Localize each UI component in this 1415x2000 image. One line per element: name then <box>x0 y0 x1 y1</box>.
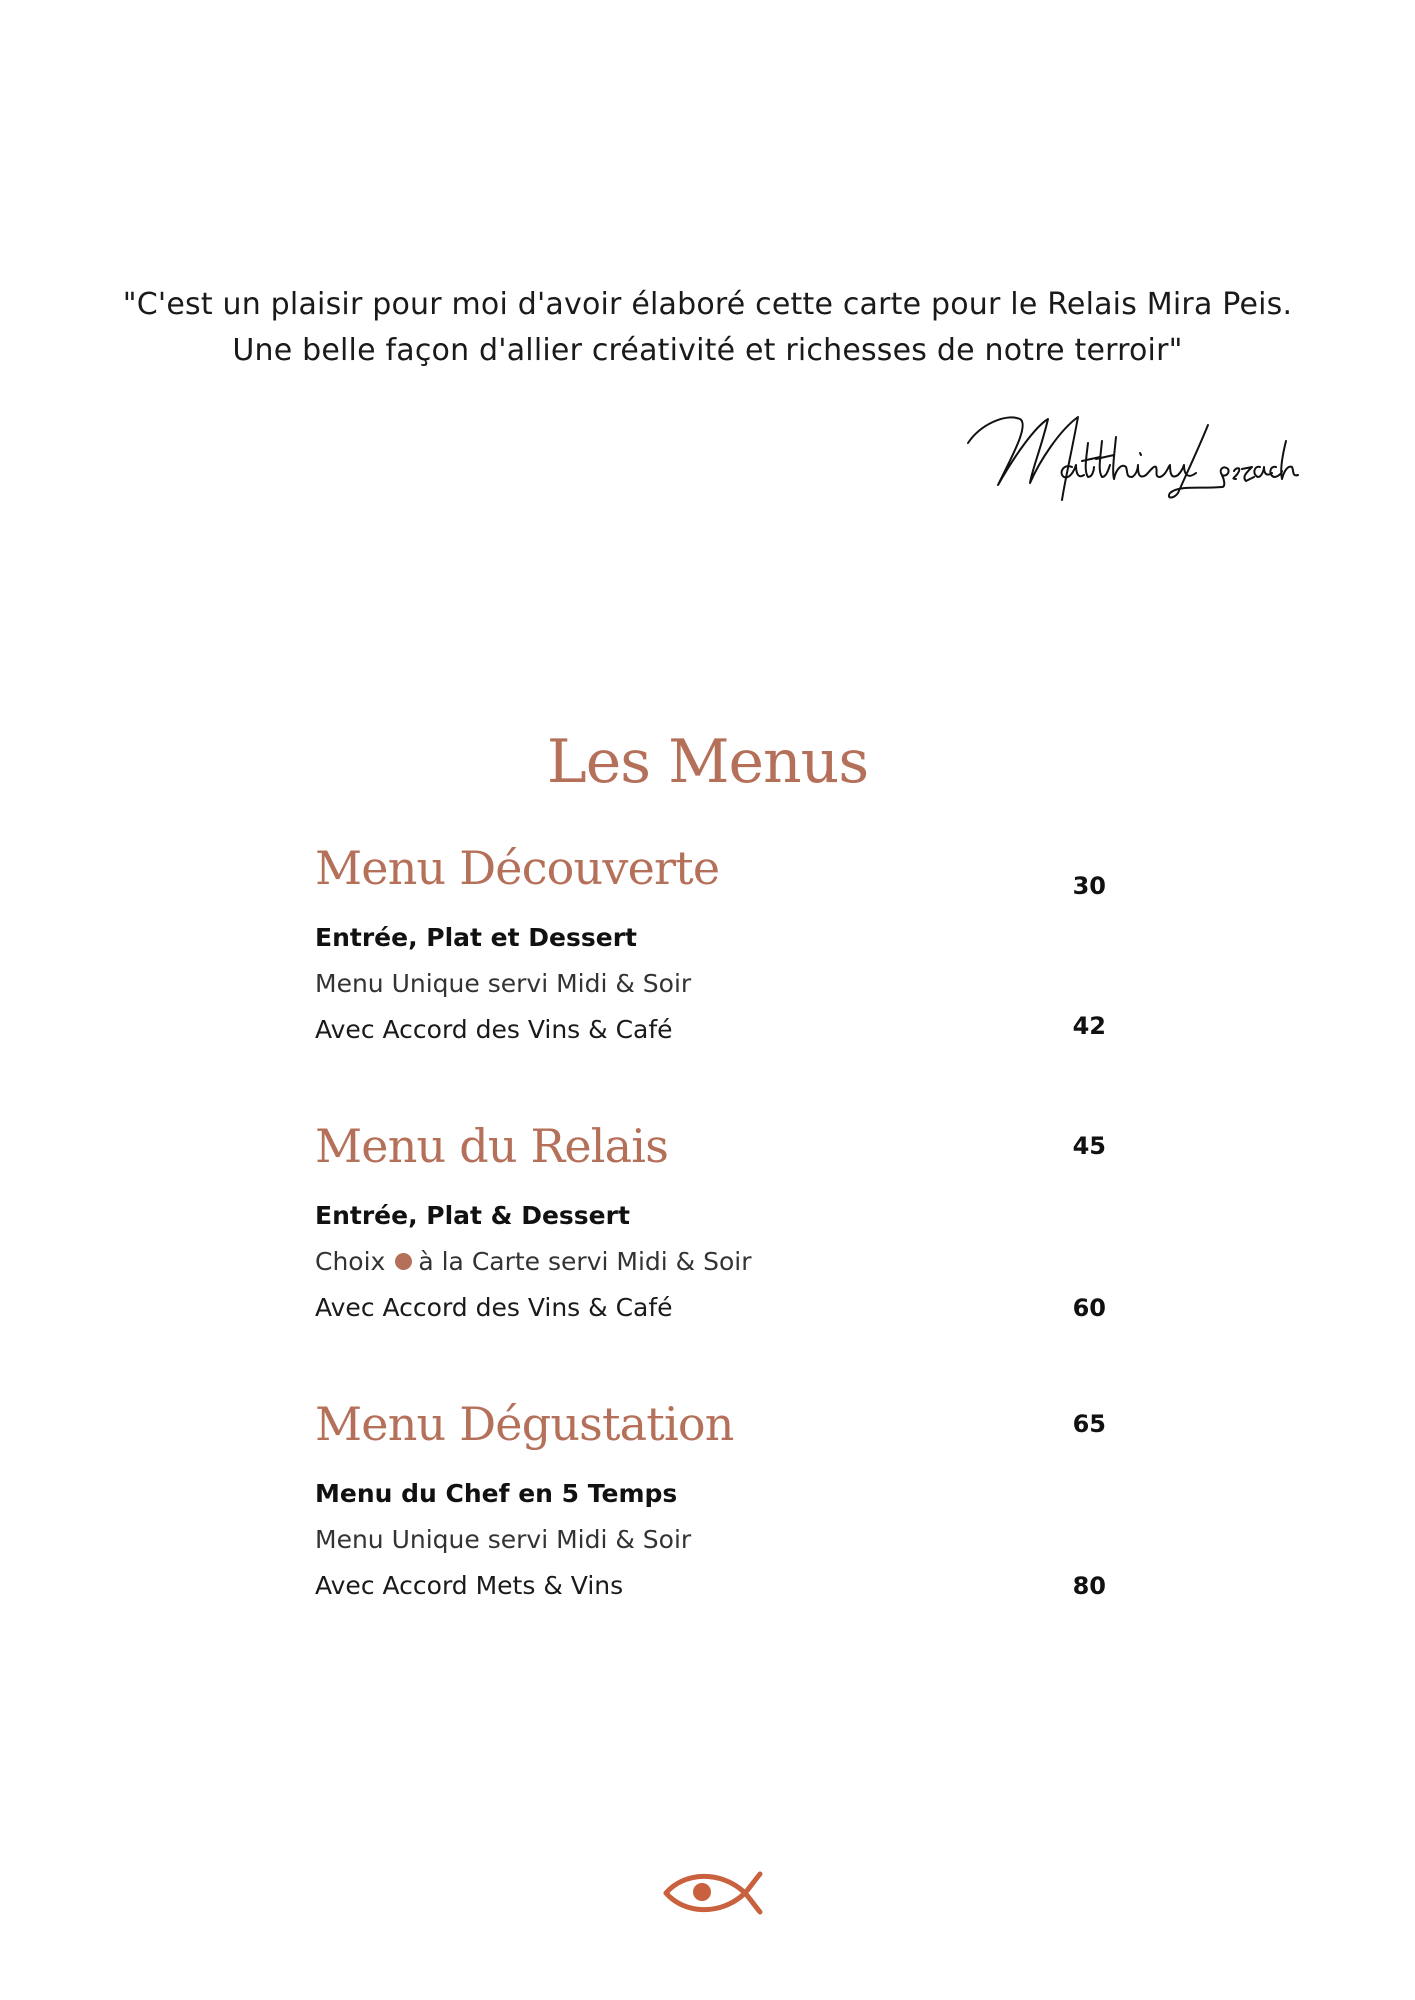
menu-accord-price: 80 <box>1072 1572 1106 1600</box>
menu-title: Menu Dégustation <box>315 1397 734 1451</box>
quote-line-1: "C'est un plaisir pour moi d'avoir élaboré cette carte pour le Relais Mira Peis. <box>122 287 1293 322</box>
fish-eye-icon <box>660 1866 766 1920</box>
menu-service-prefix: Choix <box>315 1247 386 1276</box>
menu-accord: Avec Accord Mets & Vins <box>315 1571 624 1600</box>
menu-title: Menu Découverte <box>315 841 720 895</box>
menu-accord-price: 60 <box>1072 1294 1106 1322</box>
menu-price: 30 <box>1072 872 1106 900</box>
menu-section-degustation <box>315 1394 1115 1644</box>
chef-signature <box>960 405 1300 505</box>
dot-icon <box>395 1253 412 1270</box>
menu-accord: Avec Accord des Vins & Café <box>315 1293 673 1322</box>
menu-service-suffix: à la Carte servi Midi & Soir <box>418 1247 752 1276</box>
menu-accord-price: 42 <box>1072 1012 1106 1040</box>
menu-price: 45 <box>1072 1132 1106 1160</box>
menu-section-decouverte <box>315 838 1115 1088</box>
menu-accord: Avec Accord des Vins & Café <box>315 1015 673 1044</box>
menu-section-relais <box>315 1116 1115 1366</box>
menu-title: Menu du Relais <box>315 1119 669 1173</box>
menu-service: Menu Unique servi Midi & Soir <box>315 1525 692 1554</box>
menu-courses: Menu du Chef en 5 Temps <box>315 1479 678 1508</box>
menu-service <box>315 1246 752 1278</box>
menu-courses: Entrée, Plat et Dessert <box>315 923 637 952</box>
page-title: Les Menus <box>546 727 869 797</box>
quote-line-2: Une belle façon d'allier créativité et richesses de notre terroir" <box>232 333 1183 368</box>
chef-quote <box>0 282 1415 374</box>
menu-courses: Entrée, Plat & Dessert <box>315 1201 630 1230</box>
menu-price: 65 <box>1072 1410 1106 1438</box>
menu-service: Menu Unique servi Midi & Soir <box>315 969 692 998</box>
